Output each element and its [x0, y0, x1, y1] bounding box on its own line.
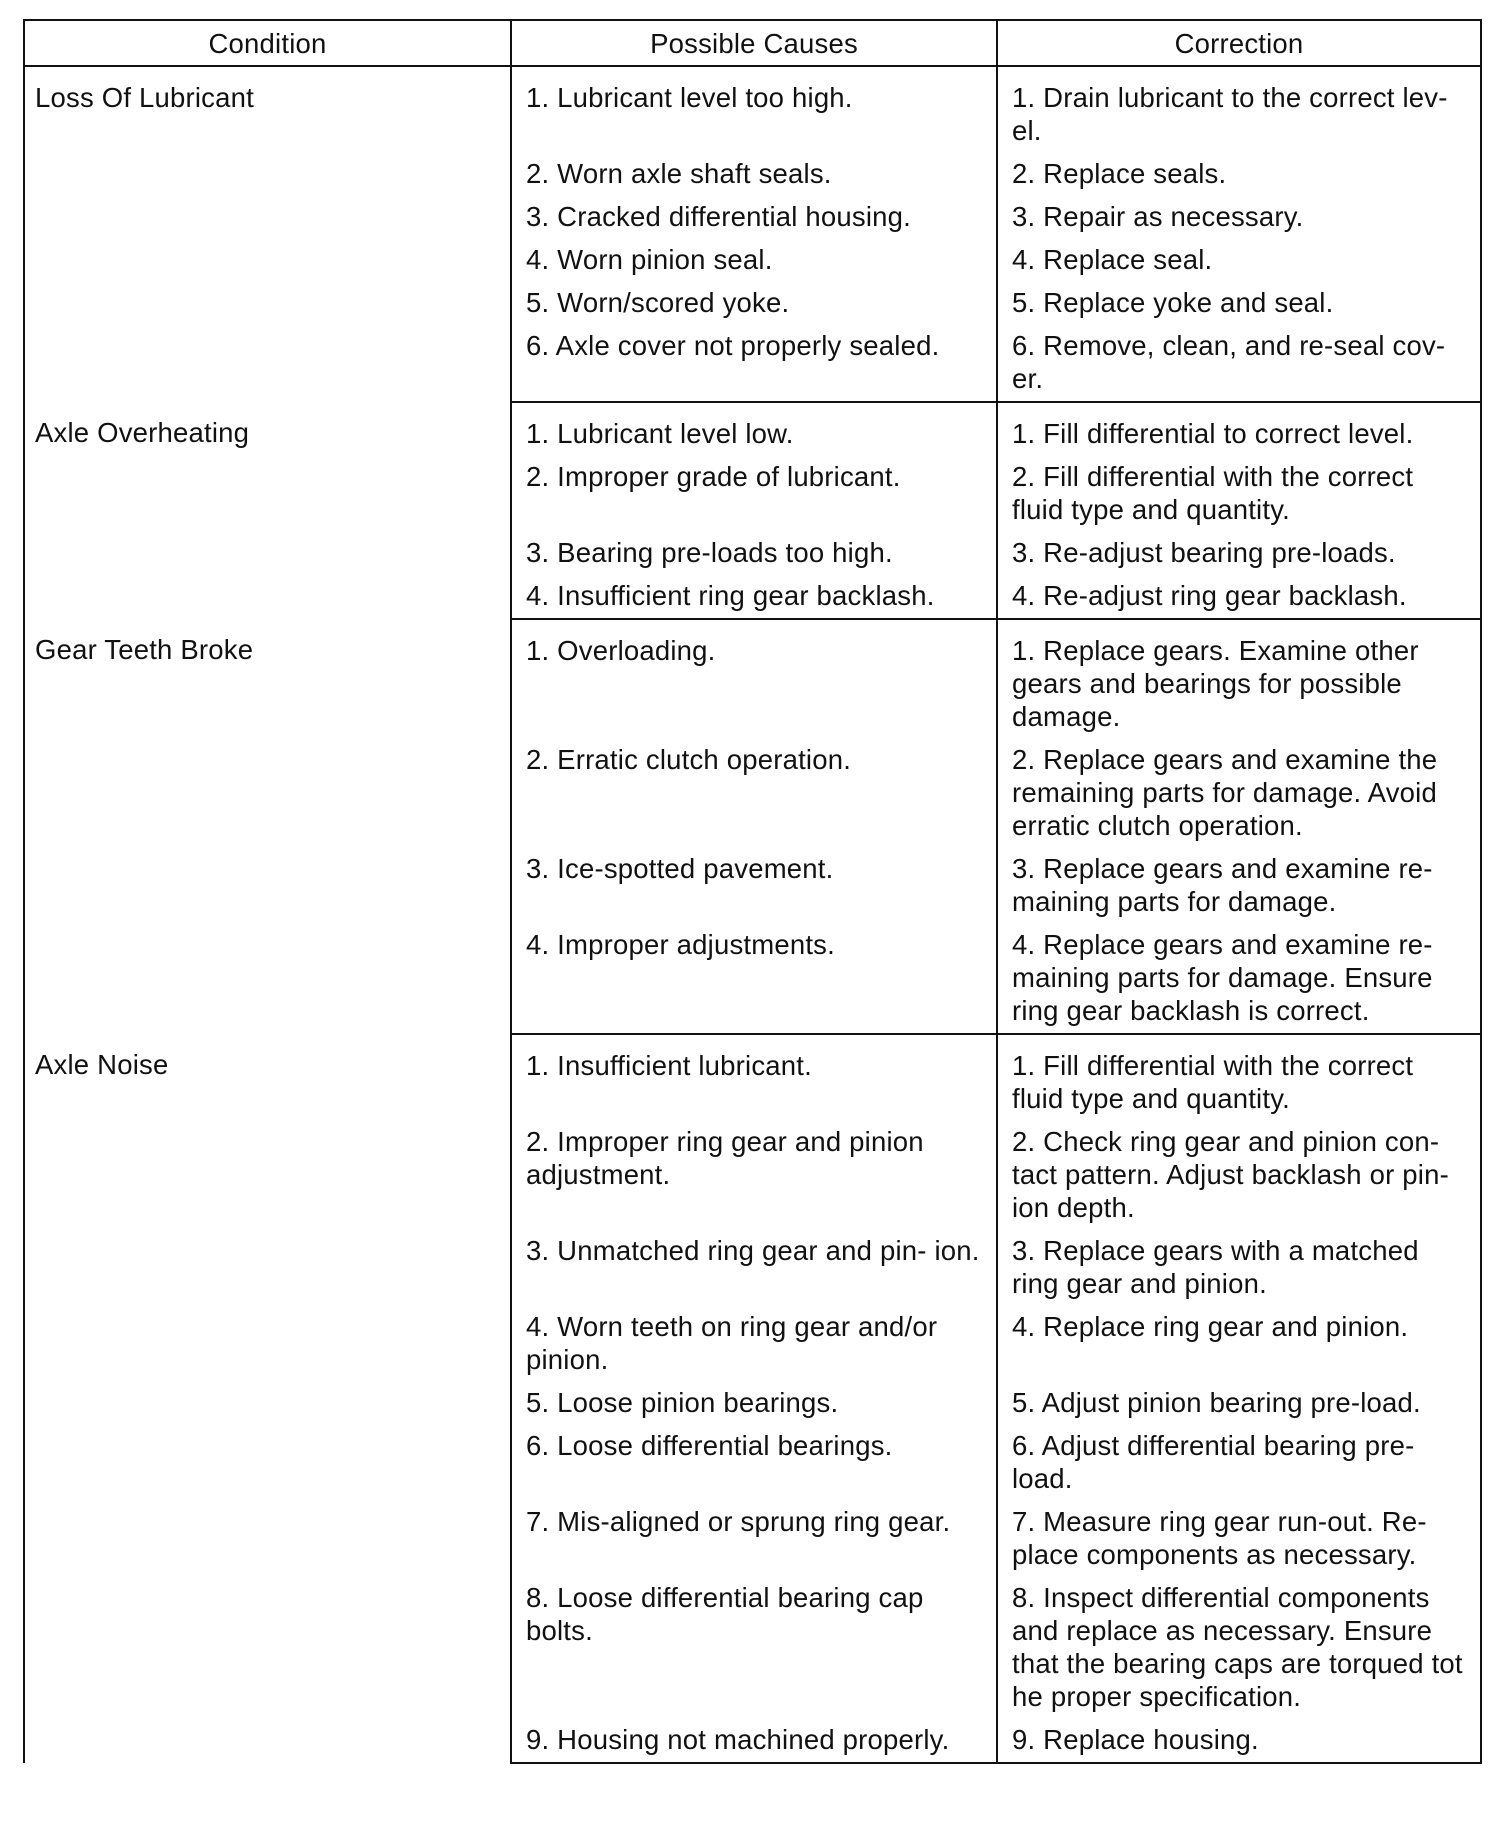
possible-cause-cell: 2. Worn axle shaft seals. — [511, 157, 997, 200]
possible-cause-cell: 4. Worn pinion seal. — [511, 243, 997, 286]
correction-cell: 1. Replace gears. Examine other gears and bearings for possible damage. — [997, 619, 1481, 743]
possible-cause-cell: 1. Overloading. — [511, 619, 997, 743]
header-possible-causes: Possible Causes — [511, 20, 997, 66]
possible-cause-cell: 1. Insufficient lubricant. — [511, 1034, 997, 1125]
possible-cause-cell: 4. Insufficient ring gear backlash. — [511, 579, 997, 619]
diagnosis-table-container — [23, 19, 1480, 1764]
possible-cause-cell: 7. Mis-aligned or sprung ring gear. — [511, 1505, 997, 1581]
condition-cell: Loss Of Lubricant — [24, 66, 511, 402]
possible-cause-cell: 2. Erratic clutch operation. — [511, 743, 997, 852]
possible-cause-cell: 6. Loose differential bearings. — [511, 1429, 997, 1505]
correction-cell: 2. Replace seals. — [997, 157, 1481, 200]
possible-cause-cell: 3. Ice-spotted pavement. — [511, 852, 997, 928]
table-row — [24, 619, 1481, 743]
correction-cell: 2. Fill differential with the correct fluid type and quantity. — [997, 460, 1481, 536]
correction-cell: 1. Drain lubricant to the correct lev- el. — [997, 66, 1481, 157]
correction-cell: 3. Replace gears and examine re- maining parts for damage. — [997, 852, 1481, 928]
possible-cause-cell: 3. Unmatched ring gear and pin- ion. — [511, 1234, 997, 1310]
correction-cell: 6. Remove, clean, and re-seal cov- er. — [997, 329, 1481, 402]
correction-cell: 5. Adjust pinion bearing pre-load. — [997, 1386, 1481, 1429]
correction-cell: 6. Adjust differential bearing pre- load. — [997, 1429, 1481, 1505]
possible-cause-cell: 2. Improper ring gear and pinion adjustment. — [511, 1125, 997, 1234]
possible-cause-cell: 1. Lubricant level too high. — [511, 66, 997, 157]
possible-cause-cell: 9. Housing not machined properly. — [511, 1723, 997, 1763]
table-row — [24, 1034, 1481, 1125]
header-condition: Condition — [24, 20, 511, 66]
correction-cell: 5. Replace yoke and seal. — [997, 286, 1481, 329]
table-row — [24, 66, 1481, 157]
possible-cause-cell: 3. Bearing pre-loads too high. — [511, 536, 997, 579]
condition-cell: Axle Noise — [24, 1034, 511, 1763]
correction-cell: 7. Measure ring gear run-out. Re- place components as necessary. — [997, 1505, 1481, 1581]
diagnosis-table — [23, 19, 1482, 1764]
possible-cause-cell: 4. Worn teeth on ring gear and/or pinion. — [511, 1310, 997, 1386]
correction-cell: 1. Fill differential with the correct fluid type and quantity. — [997, 1034, 1481, 1125]
possible-cause-cell: 3. Cracked differential housing. — [511, 200, 997, 243]
correction-cell: 4. Replace seal. — [997, 243, 1481, 286]
table-row — [24, 402, 1481, 460]
possible-cause-cell: 6. Axle cover not properly sealed. — [511, 329, 997, 402]
correction-cell: 3. Repair as necessary. — [997, 200, 1481, 243]
table-body — [24, 66, 1481, 1763]
correction-cell: 1. Fill differential to correct level. — [997, 402, 1481, 460]
correction-cell: 3. Replace gears with a matched ring gear and pinion. — [997, 1234, 1481, 1310]
table-header-row — [24, 20, 1481, 66]
correction-cell: 2. Replace gears and examine the remaining parts for damage. Avoid erratic clutch operation. — [997, 743, 1481, 852]
correction-cell: 8. Inspect differential components and replace as necessary. Ensure that the bearing caps are torqued tot he proper specification. — [997, 1581, 1481, 1723]
correction-cell: 3. Re-adjust bearing pre-loads. — [997, 536, 1481, 579]
possible-cause-cell: 2. Improper grade of lubricant. — [511, 460, 997, 536]
possible-cause-cell: 4. Improper adjustments. — [511, 928, 997, 1034]
correction-cell: 9. Replace housing. — [997, 1723, 1481, 1763]
condition-cell: Axle Overheating — [24, 402, 511, 619]
correction-cell: 4. Replace gears and examine re- maining parts for damage. Ensure ring gear backlash is correct. — [997, 928, 1481, 1034]
correction-cell: 4. Re-adjust ring gear backlash. — [997, 579, 1481, 619]
possible-cause-cell: 1. Lubricant level low. — [511, 402, 997, 460]
correction-cell: 2. Check ring gear and pinion con- tact pattern. Adjust backlash or pin- ion depth. — [997, 1125, 1481, 1234]
header-correction: Correction — [997, 20, 1481, 66]
possible-cause-cell: 5. Loose pinion bearings. — [511, 1386, 997, 1429]
possible-cause-cell: 5. Worn/scored yoke. — [511, 286, 997, 329]
possible-cause-cell: 8. Loose differential bearing cap bolts. — [511, 1581, 997, 1723]
condition-cell: Gear Teeth Broke — [24, 619, 511, 1034]
correction-cell: 4. Replace ring gear and pinion. — [997, 1310, 1481, 1386]
